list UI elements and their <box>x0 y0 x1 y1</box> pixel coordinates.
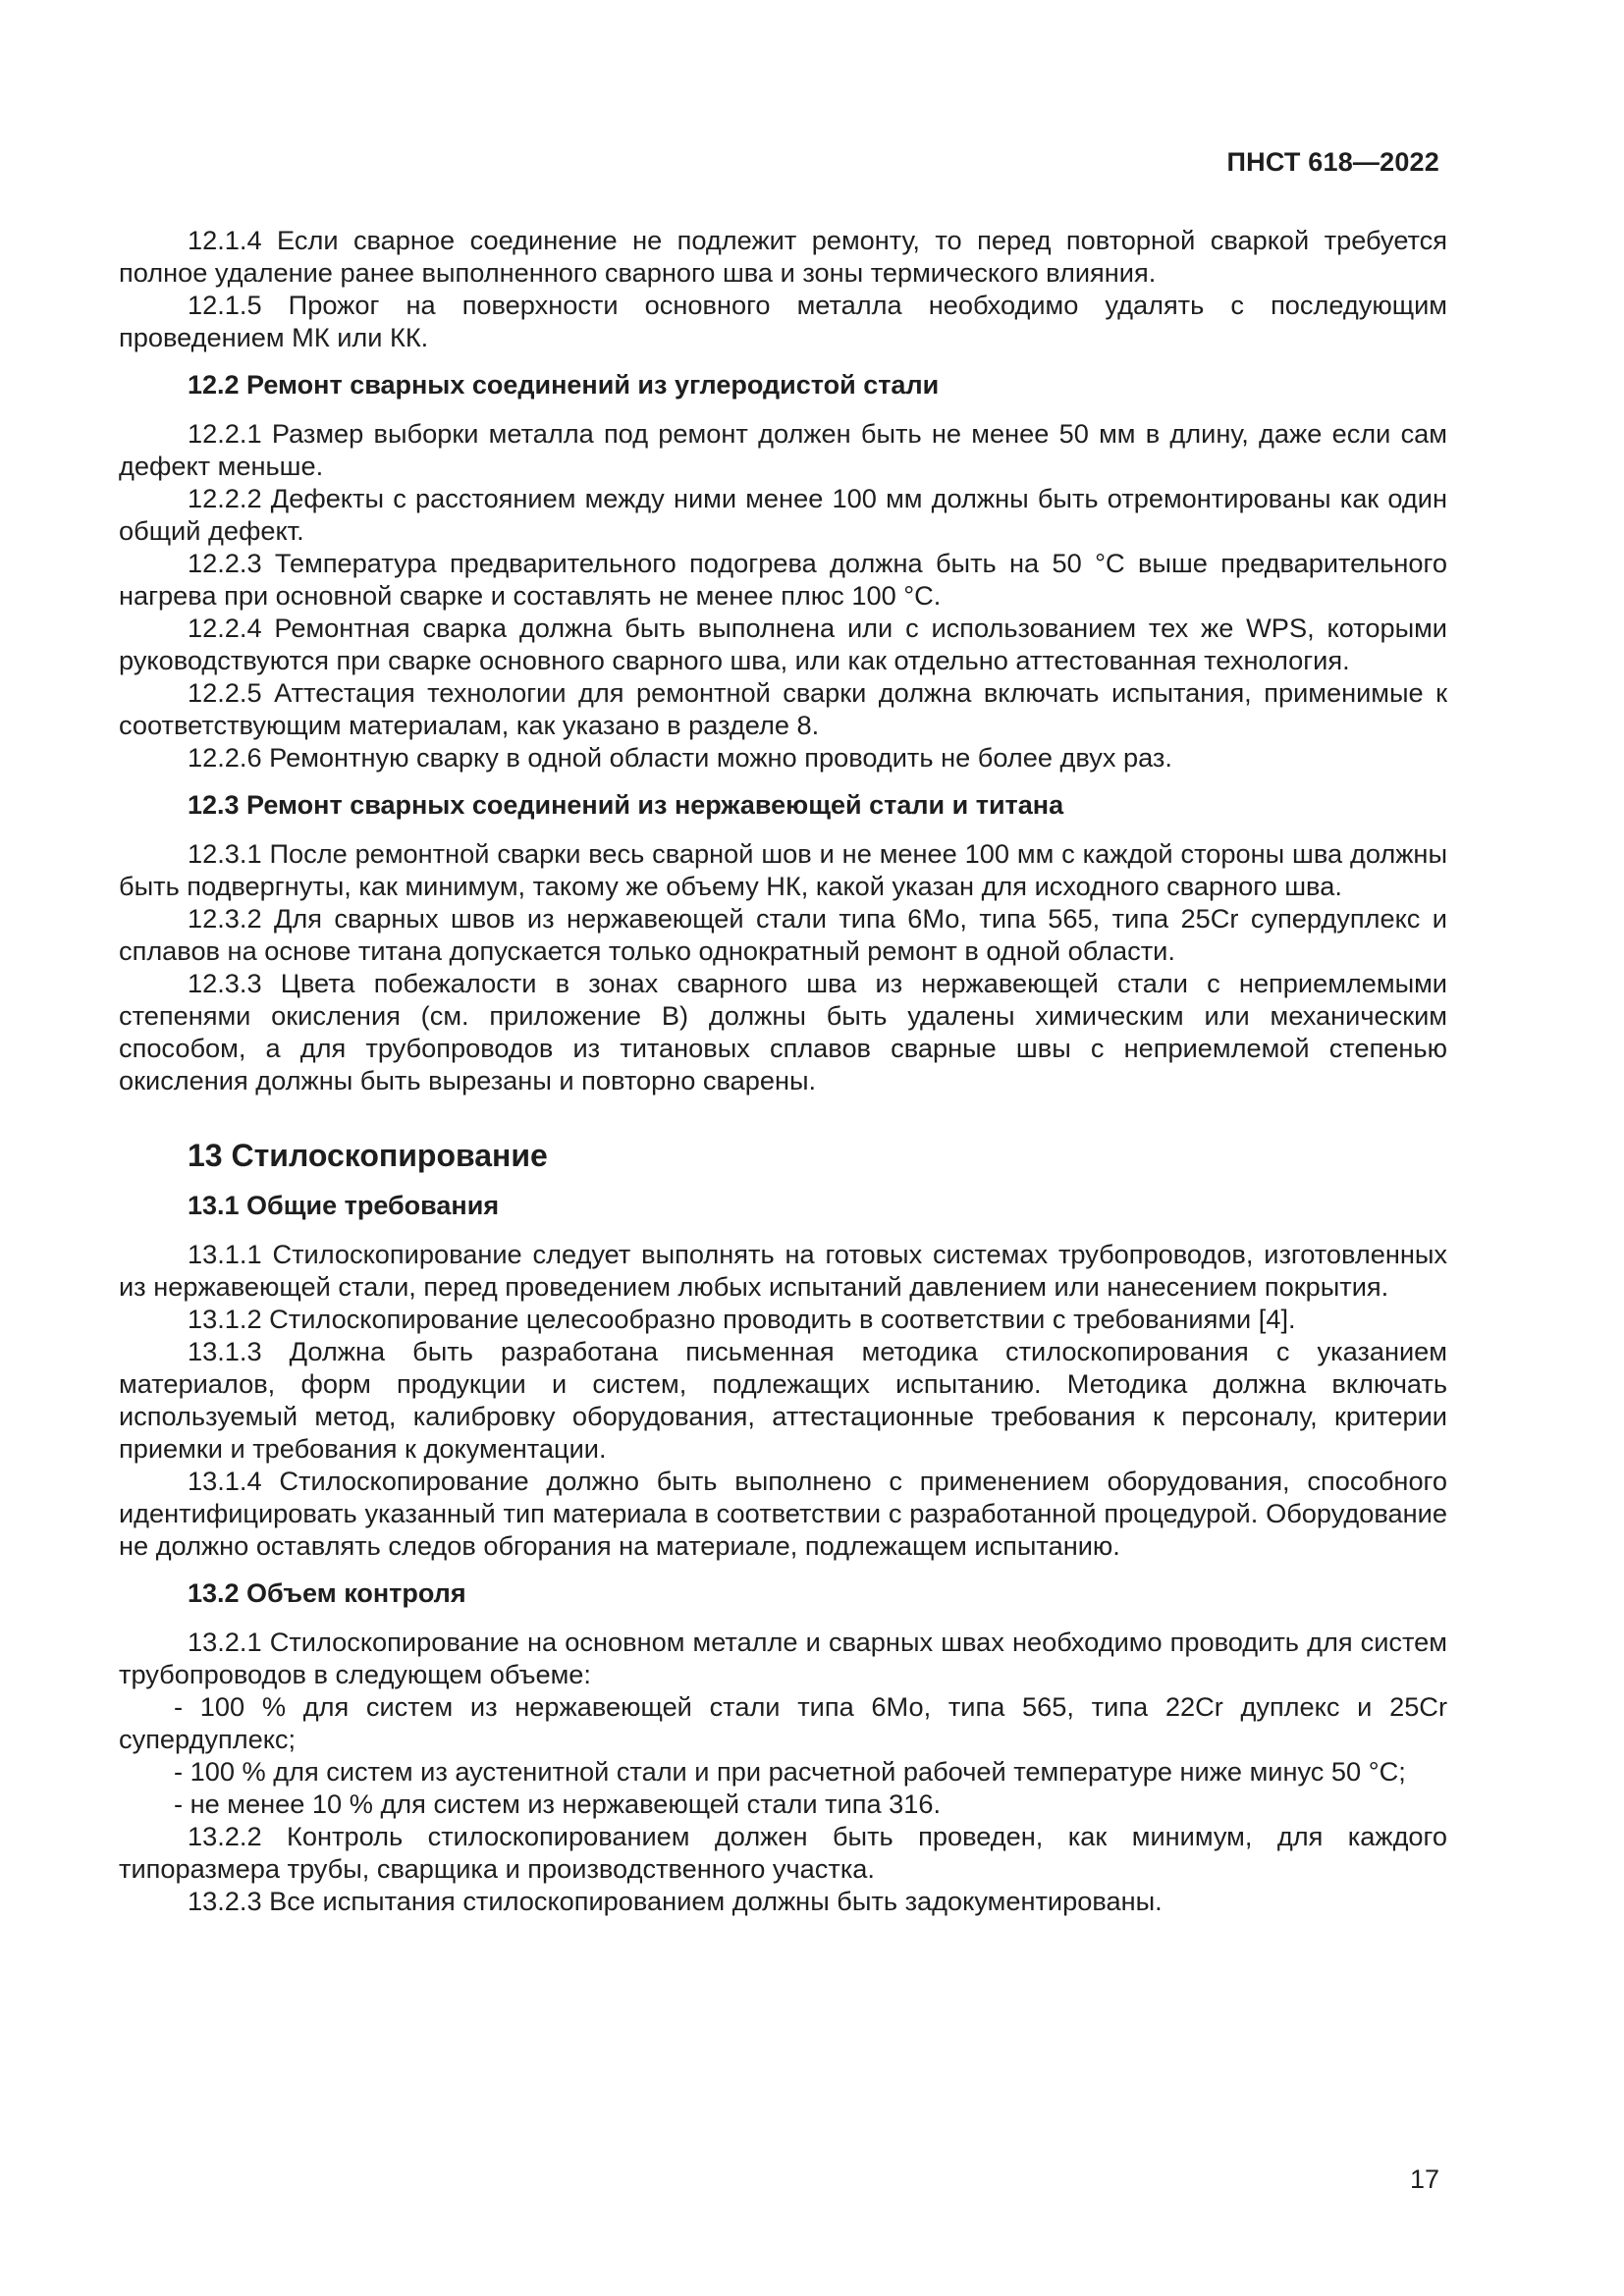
clause-12-2-5: 12.2.5 Аттестация технологии для ремонтной сварки должна включать испытания, применимые к соответствующим материалам, как указано в разделе 8. <box>119 677 1447 740</box>
page-number: 17 <box>1409 2164 1439 2194</box>
list-item: - не менее 10 % для систем из нержавеющей стали типа 316. <box>174 1789 942 1819</box>
clause-13-2-1: 13.2.1 Стилоскопирование на основном металле и сварных швах необходимо проводить для систем трубопроводов в следующем объеме: <box>119 1627 1447 1689</box>
page-content <box>119 224 1447 1917</box>
clause-12-1-4: 12.1.4 Если сварное соединение не подлежит ремонту, то перед повторной сваркой требуется полное удаление ранее выполненного сварного шва и зоны термического влияния. <box>119 225 1447 288</box>
clause-13-1-4: 13.1.4 Стилоскопирование должно быть выполнено с применением оборудования, способного идентифицировать указанный тип материала в соответствии с разработанной процедурой. Оборудование не должно оставлять следов обгорания на материале, подлежащем испытанию. <box>119 1466 1447 1561</box>
clause-12-2-6: 12.2.6 Ремонтную сварку в одной области можно проводить не более двух раз. <box>188 742 1172 773</box>
heading-12-2: 12.2 Ремонт сварных соединений из углеродистой стали <box>188 370 940 400</box>
heading-13-2: 13.2 Объем контроля <box>188 1578 466 1608</box>
clause-12-1-5: 12.1.5 Прожог на поверхности основного металла необходимо удалять с последующим проведением МК или КК. <box>119 290 1447 352</box>
clause-12-2-4: 12.2.4 Ремонтная сварка должна быть выполнена или с использованием тех же WPS, которыми руководствуются при сварке основного сварного шва, или как отдельно аттестованная технология. <box>119 613 1447 675</box>
section-13-title: 13 Стилоскопирование <box>188 1138 548 1173</box>
clause-12-3-1: 12.3.1 После ремонтной сварки весь сварной шов и не менее 100 мм с каждой стороны шва должны быть подвергнуты, как минимум, такому же объему НК, какой указан для исходного сварного шва. <box>119 838 1447 901</box>
clause-13-1-2: 13.1.2 Стилоскопирование целесообразно проводить в соответствии с требованиями [4]. <box>188 1304 1296 1334</box>
list-item: - 100 % для систем из аустенитной стали и при расчетной рабочей температуре ниже минус 50 °С; <box>174 1756 1406 1787</box>
clause-12-2-1: 12.2.1 Размер выборки металла под ремонт должен быть не менее 50 мм в длину, даже если сам дефект меньше. <box>119 418 1447 481</box>
clause-13-2-3: 13.2.3 Все испытания стилоскопированием должны быть задокументированы. <box>188 1886 1163 1916</box>
clause-13-1-1: 13.1.1 Стилоскопирование следует выполнять на готовых системах трубопроводов, изготовленных из нержавеющей стали, перед проведением любых испытаний давлением или нанесением покрытия. <box>119 1239 1447 1302</box>
clause-13-2-2: 13.2.2 Контроль стилоскопированием должен быть проведен, как минимум, для каждого типоразмера трубы, сварщика и производственного участка. <box>119 1821 1447 1884</box>
clause-12-3-2: 12.3.2 Для сварных швов из нержавеющей стали типа 6Мо, типа 565, типа 25Cr супердуплекс и сплавов на основе титана допускается только однократный ремонт в одной области. <box>119 903 1447 966</box>
list-item: - 100 % для систем из нержавеющей стали типа 6Мо, типа 565, типа 22Cr дуплекс и 25Cr супердуплекс; <box>119 1691 1447 1754</box>
heading-12-3: 12.3 Ремонт сварных соединений из нержавеющей стали и титана <box>188 790 1064 820</box>
clause-12-3-3: 12.3.3 Цвета побежалости в зонах сварного шва из нержавеющей стали с неприемлемыми степенями окисления (см. приложение В) должны быть удалены химическим или механическим способом, а для трубопроводов из титановых сплавов сварные швы с неприемлемой степенью окисления должны быть вырезаны и повторно сварены. <box>119 968 1447 1095</box>
clause-12-2-2: 12.2.2 Дефекты с расстоянием между ними менее 100 мм должны быть отремонтированы как один общий дефект. <box>119 483 1447 546</box>
clause-12-2-3: 12.2.3 Температура предварительного подогрева должна быть на 50 °С выше предварительного нагрева при основной сварке и составлять не менее плюс 100 °С. <box>119 548 1447 611</box>
document-code: ПНСТ 618—2022 <box>1226 147 1439 177</box>
clause-13-1-3: 13.1.3 Должна быть разработана письменная методика стилоскопирования с указанием материалов, форм продукции и систем, подлежащих испытанию. Методика должна включать используемый метод, калибровку оборудования, аттестационные требования к персоналу, критерии приемки и требования к документации. <box>119 1336 1447 1464</box>
heading-13-1: 13.1 Общие требования <box>188 1191 500 1220</box>
